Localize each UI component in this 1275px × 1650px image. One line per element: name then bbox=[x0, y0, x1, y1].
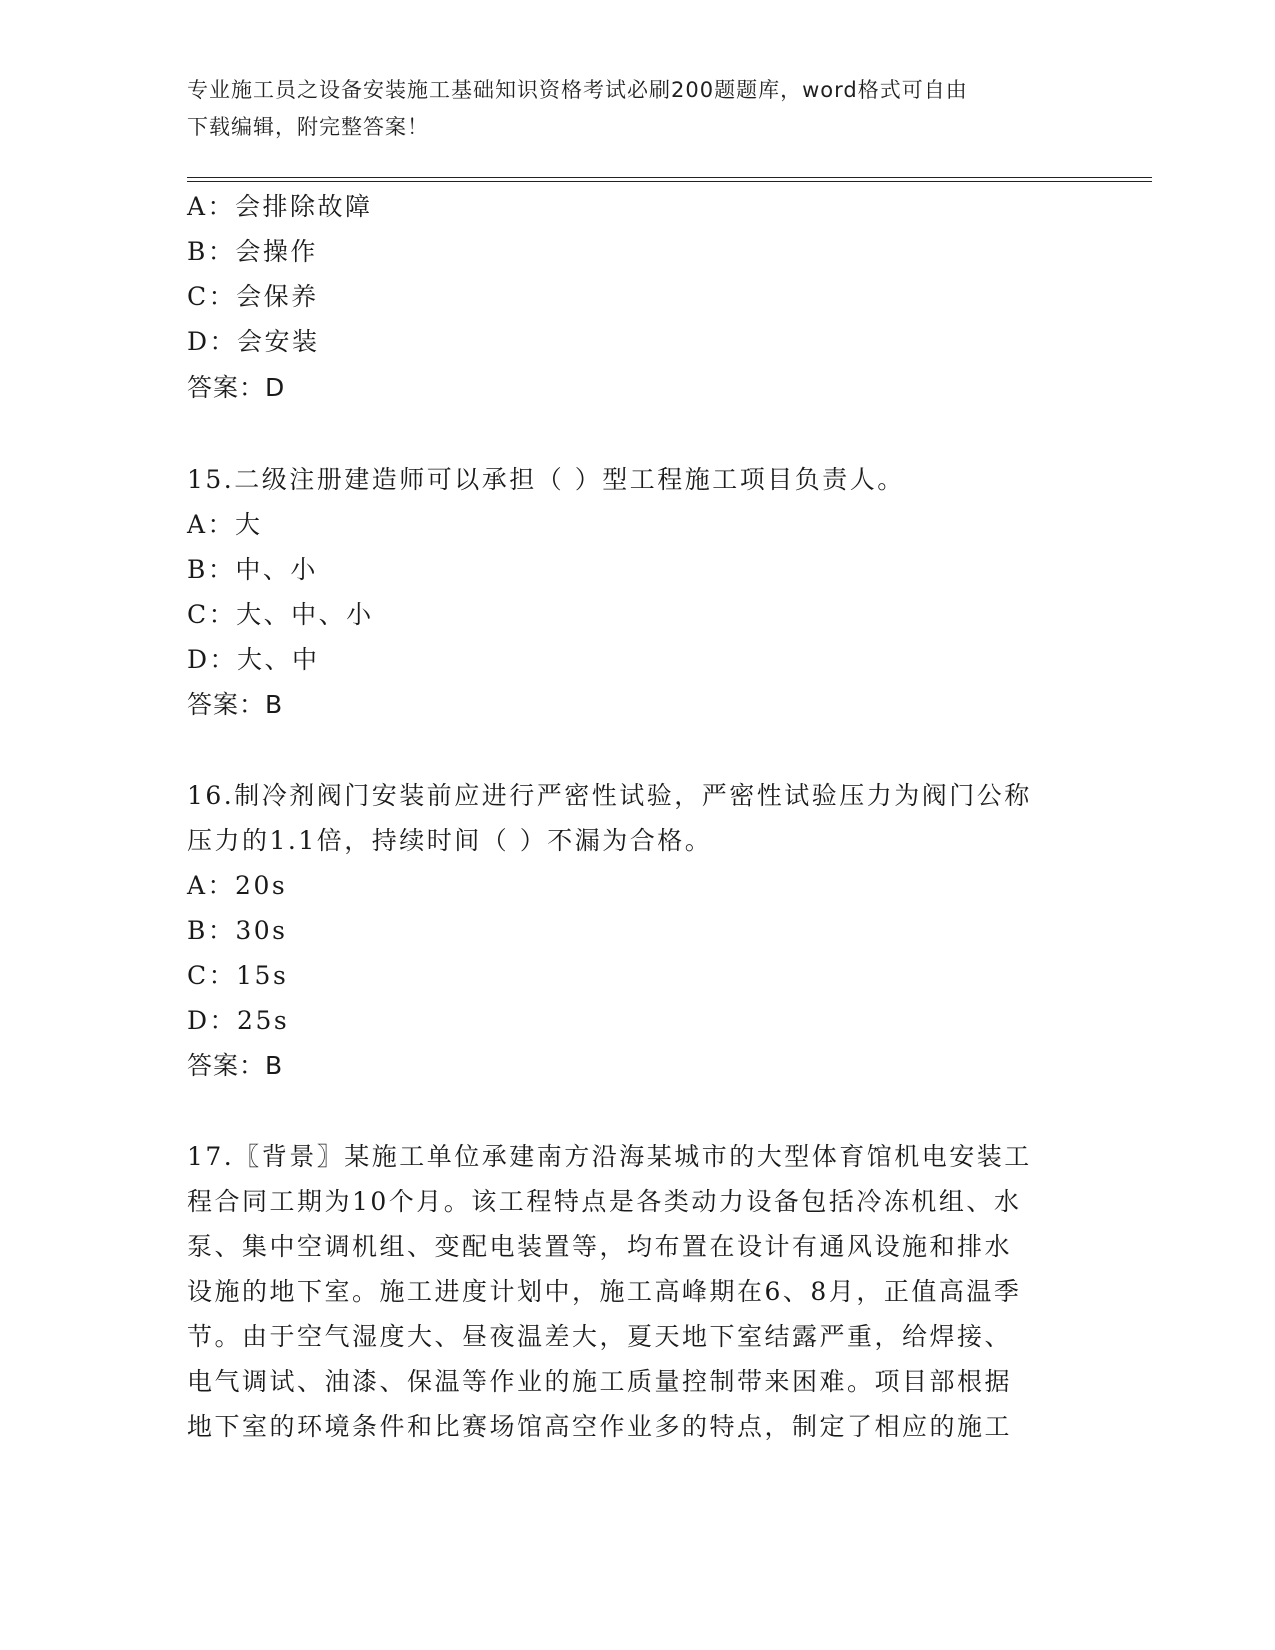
question-text-line: 设施的地下室。施工进度计划中，施工高峰期在6、8月，正值高温季 bbox=[187, 1277, 1022, 1306]
question-text-line: 地下室的环境条件和比赛场馆高空作业多的特点，制定了相应的施工 bbox=[187, 1412, 1013, 1441]
option-a: A：大 bbox=[187, 510, 263, 539]
option-c: C：15s bbox=[187, 961, 289, 990]
option-a: A：会排除故障 bbox=[187, 192, 373, 221]
question-text-line: 节。由于空气湿度大、昼夜温差大，夏天地下室结露严重，给焊接、 bbox=[187, 1322, 1013, 1351]
header-line-2: 下载编辑，附完整答案！ bbox=[187, 115, 429, 139]
header-line-1: 专业施工员之设备安装施工基础知识资格考试必刷200题题库，word格式可自由 bbox=[187, 78, 968, 102]
option-b: B：会操作 bbox=[187, 237, 318, 266]
question-stem-line-2: 压力的1.1倍，持续时间（ ）不漏为合格。 bbox=[187, 826, 713, 855]
header-divider bbox=[187, 177, 1152, 182]
question-text-line: 泵、集中空调机组、变配电装置等，均布置在设计有通风设施和排水 bbox=[187, 1232, 1013, 1261]
option-c: C：会保养 bbox=[187, 282, 319, 311]
document-header bbox=[187, 72, 1067, 146]
option-b: B：中、小 bbox=[187, 555, 318, 584]
option-b: B：30s bbox=[187, 916, 288, 945]
answer-label: 答案：B bbox=[187, 1051, 284, 1080]
option-a: A：20s bbox=[187, 871, 288, 900]
question-stem: 15.二级注册建造师可以承担（ ）型工程施工项目负责人。 bbox=[187, 465, 905, 494]
answer-label: 答案：B bbox=[187, 690, 284, 719]
option-d: D：会安装 bbox=[187, 327, 320, 356]
option-d: D：25s bbox=[187, 1006, 290, 1035]
answer-label: 答案：D bbox=[187, 373, 286, 402]
option-c: C：大、中、小 bbox=[187, 600, 374, 629]
question-text-line: 程合同工期为10个月。该工程特点是各类动力设备包括冷冻机组、水 bbox=[187, 1187, 1022, 1216]
question-text-line: 电气调试、油漆、保温等作业的施工质量控制带来困难。项目部根据 bbox=[187, 1367, 1013, 1396]
question-stem-line-1: 16.制冷剂阀门安装前应进行严密性试验，严密性试验压力为阀门公称 bbox=[187, 781, 1032, 810]
option-d: D：大、中 bbox=[187, 645, 320, 674]
question-text-line: 17.〖背景〗某施工单位承建南方沿海某城市的大型体育馆机电安装工 bbox=[187, 1142, 1032, 1171]
